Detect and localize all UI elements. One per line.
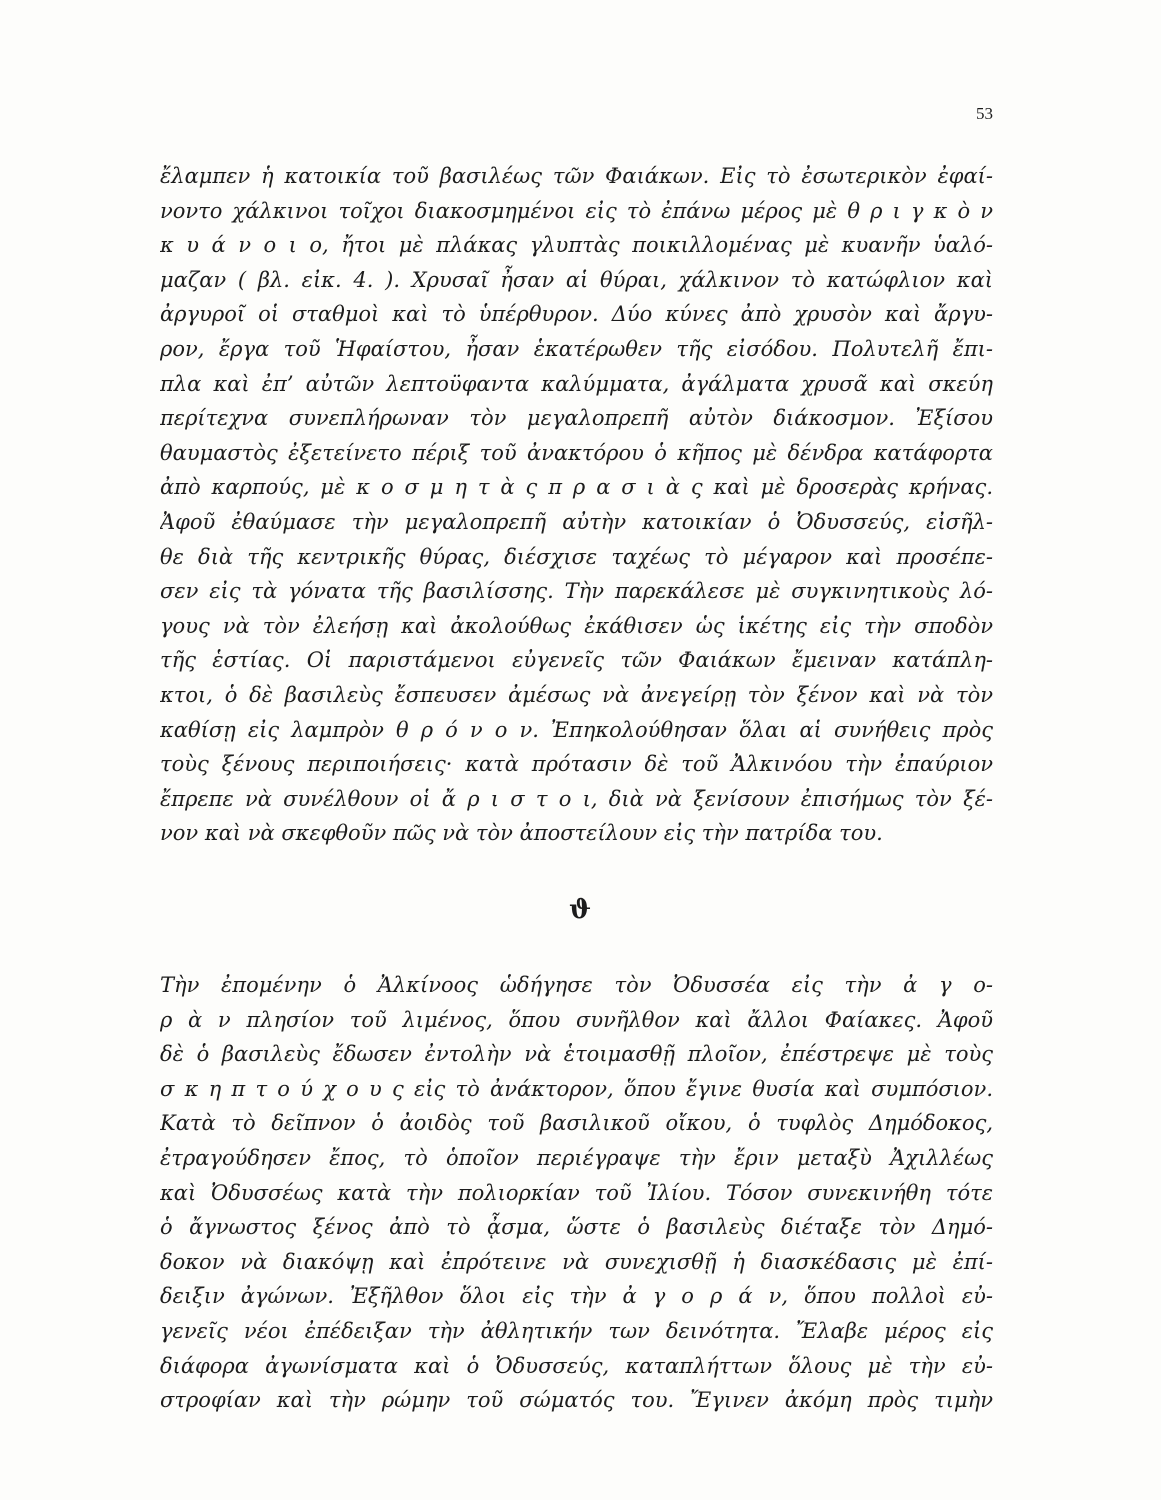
text-line: στροφίαν καὶ τὴν ρώμην τοῦ σώματός του. Ἔγινεν ἀκόμη πρὸς τιμὴν bbox=[160, 1388, 993, 1413]
text-line: καθίσῃ εἰς λαμπρὸν θ ρ ό ν ο ν. Ἐπηκολούθησαν ὅλαι αἱ συνήθεις πρὸς bbox=[160, 717, 993, 742]
paragraph-2 bbox=[160, 968, 993, 1418]
page-number: 53 bbox=[976, 104, 993, 123]
text-line: κτοι, ὁ δὲ βασιλεὺς ἔσπευσεν ἀμέσως νὰ ἀνεγείρῃ τὸν ξένον καὶ νὰ τὸν bbox=[160, 682, 993, 707]
text-line: νοντο χάλκινοι τοῖχοι διακοσμημένοι εἰς τὸ ἐπάνω μέρος μὲ θ ρ ι γ κ ὸ ν bbox=[160, 198, 993, 223]
section-marker: ϑ bbox=[568, 895, 592, 925]
text-line: περίτεχνα συνεπλήρωναν τὸν μεγαλοπρεπῆ αὐτὸν διάκοσμον. Ἐξίσου bbox=[160, 406, 993, 431]
text-line: Τὴν ἐπομένην ὁ Ἀλκίνοος ὡδήγησε τὸν Ὀδυσσέα εἰς τὴν ἀ γ ο- bbox=[160, 973, 993, 997]
text-line: ἀργυροῖ οἱ σταθμοὶ καὶ τὸ ὑπέρθυρον. Δύο κύνες ἀπὸ χρυσὸν καὶ ἄργυ- bbox=[160, 302, 993, 327]
paragraph-1 bbox=[160, 159, 993, 851]
text-line: δοκον νὰ διακόψῃ καὶ ἐπρότεινε νὰ συνεχισθῇ ἡ διασκέδασις μὲ ἐπί- bbox=[160, 1249, 993, 1274]
text-line: θε διὰ τῆς κεντρικῆς θύρας, διέσχισε ταχέως τὸ μέγαρον καὶ προσέπε- bbox=[160, 544, 993, 569]
text-line: ἀπὸ καρπούς, μὲ κ ο σ μ η τ ὰ ς π ρ α σ ι ὰ ς καὶ μὲ δροσερὰς κρήνας. bbox=[160, 475, 993, 500]
text-line: μαζαν ( βλ. εἰκ. 4. ). Χρυσαῖ ἦσαν αἱ θύραι, χάλκινον τὸ κατώφλιον καὶ bbox=[160, 267, 993, 292]
text-line: σ κ η π τ ο ύ χ ο υ ς εἰς τὸ ἀνάκτορον, ὅπου ἔγινε θυσία καὶ συμπόσιον. bbox=[160, 1076, 993, 1101]
text-line: Κατὰ τὸ δεῖπνον ὁ ἀοιδὸς τοῦ βασιλικοῦ οἴκου, ὁ τυφλὸς Δημόδοκος, bbox=[160, 1111, 993, 1136]
text-line: ἐτραγούδησεν ἔπος, τὸ ὁποῖον περιέγραψε τὴν ἔριν μεταξὺ Ἀχιλλέως bbox=[160, 1145, 993, 1170]
text-line: κ υ ά ν ο ι ο, ἤτοι μὲ πλάκας γλυπτὰς ποικιλλομένας μὲ κυανῆν ὑαλό- bbox=[160, 233, 993, 258]
text-line: ρ ὰ ν πλησίον τοῦ λιμένος, ὅπου συνῆλθον καὶ ἄλλοι Φαίακες. Ἀφοῦ bbox=[160, 1007, 993, 1032]
text-line: ἔπρεπε νὰ συνέλθουν οἱ ἄ ρ ι σ τ ο ι, διὰ νὰ ξενίσουν ἐπισήμως τὸν ξέ- bbox=[160, 786, 993, 811]
text-line: πλα καὶ ἐπ’ αὐτῶν λεπτοϋφαντα καλύμματα, ἀγάλματα χρυσᾶ καὶ σκεύη bbox=[160, 371, 993, 396]
text-line: σεν εἰς τὰ γόνατα τῆς βασιλίσσης. Τὴν παρεκάλεσε μὲ συγκινητικοὺς λό- bbox=[160, 579, 993, 604]
text-line: γους νὰ τὸν ἐλεήσῃ καὶ ἀκολούθως ἐκάθισεν ὡς ἱκέτης εἰς τὴν σποδὸν bbox=[160, 613, 993, 638]
text-line: καὶ Ὀδυσσέως κατὰ τὴν πολιορκίαν τοῦ Ἰλίου. Τόσον συνεκινήθη τότε bbox=[160, 1180, 993, 1205]
text-line: ὁ ἄγνωστος ξένος ἀπὸ τὸ ᾆσμα, ὥστε ὁ βασιλεὺς διέταξε τὸν Δημό- bbox=[160, 1215, 993, 1240]
text-line: θαυμαστὸς ἐξετείνετο πέριξ τοῦ ἀνακτόρου ὁ κῆπος μὲ δένδρα κατάφορτα bbox=[160, 440, 993, 465]
text-line: ρον, ἔργα τοῦ Ἡφαίστου, ἦσαν ἑκατέρωθεν τῆς εἰσόδου. Πολυτελῆ ἔπι- bbox=[160, 336, 993, 361]
text-line: τοὺς ξένους περιποιήσεις· κατὰ πρότασιν δὲ τοῦ Ἀλκινόου τὴν ἐπαύριον bbox=[160, 752, 993, 777]
text-line: Ἀφοῦ ἐθαύμασε τὴν μεγαλοπρεπῆ αὐτὴν κατοικίαν ὁ Ὀδυσσεύς, εἰσῆλ- bbox=[160, 509, 993, 534]
text-line: γενεῖς νέοι ἐπέδειξαν τὴν ἀθλητικήν των δεινότητα. Ἔλαβε μέρος εἰς bbox=[160, 1318, 993, 1343]
text-line: ἔλαμπεν ἡ κατοικία τοῦ βασιλέως τῶν Φαιάκων. Εἰς τὸ ἐσωτερικὸν ἐφαί- bbox=[160, 164, 993, 188]
text-line: δειξιν ἀγώνων. Ἐξῆλθον ὅλοι εἰς τὴν ἀ γ ο ρ ά ν, ὅπου πολλοὶ εὐ- bbox=[160, 1284, 993, 1309]
text-line: τῆς ἑστίας. Οἱ παριστάμενοι εὐγενεῖς τῶν Φαιάκων ἔμειναν κατάπλη- bbox=[160, 648, 993, 673]
text-line: διάφορα ἀγωνίσματα καὶ ὁ Ὀδυσσεύς, καταπλήττων ὅλους μὲ τὴν εὐ- bbox=[160, 1353, 993, 1378]
text-line: νον καὶ νὰ σκεφθοῦν πῶς νὰ τὸν ἀποστείλουν εἰς τὴν πατρίδα του. bbox=[160, 821, 883, 846]
text-line: δὲ ὁ βασιλεὺς ἔδωσεν ἐντολὴν νὰ ἑτοιμασθῇ πλοῖον, ἐπέστρεψε μὲ τοὺς bbox=[160, 1042, 993, 1067]
